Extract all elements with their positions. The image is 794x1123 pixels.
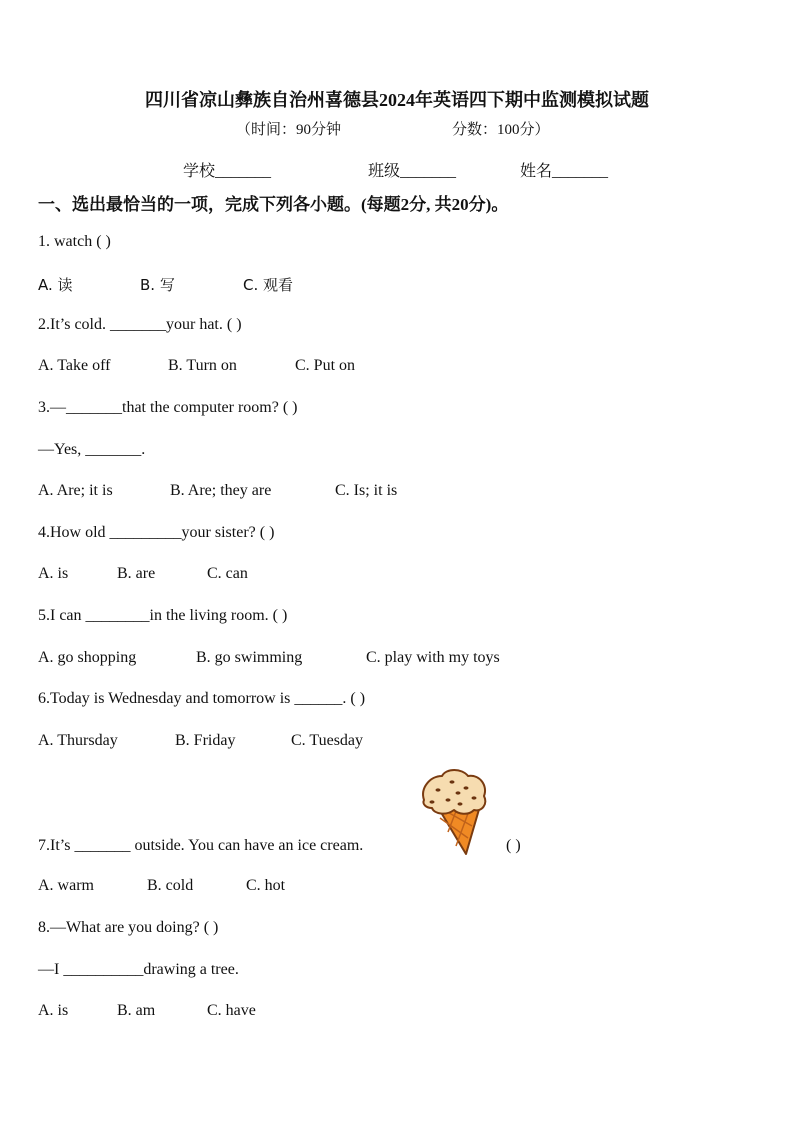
exam-time: （时间：90分钟 bbox=[236, 122, 342, 138]
option-b: B. are bbox=[117, 565, 156, 582]
option-c: C. Put on bbox=[295, 357, 356, 374]
option-b: B. Turn on bbox=[168, 357, 237, 374]
exam-score: 分数：100分） bbox=[452, 122, 550, 138]
option-a: A. Take off bbox=[38, 357, 111, 374]
exam-title: 四川省凉山彝族自治州喜德县2024年英语四下期中监测模拟试题 bbox=[145, 90, 649, 110]
question-stem: 5.I can ________in the living room. ( ) bbox=[38, 607, 288, 624]
option-a: A. 读 bbox=[38, 276, 73, 294]
question-stem: 3.—_______that the computer room? ( ) bbox=[38, 399, 298, 416]
option-c: C. play with my toys bbox=[366, 649, 500, 666]
option-a: A. is bbox=[38, 1002, 69, 1019]
question-stem: 4.How old _________your sister? ( ) bbox=[38, 524, 275, 541]
option-a: A. is bbox=[38, 565, 69, 582]
question-stem: 8.—What are you doing? ( ) bbox=[38, 919, 219, 936]
option-a: A. warm bbox=[38, 877, 94, 894]
answer-paren: ( ) bbox=[506, 837, 521, 854]
option-c: C. 观看 bbox=[243, 276, 294, 294]
option-b: B. Are; they are bbox=[170, 482, 272, 499]
question-stem: 1. watch ( ) bbox=[38, 233, 111, 250]
school-field: 学校_______ bbox=[183, 163, 272, 180]
name-field: 姓名_______ bbox=[520, 163, 609, 180]
ice-cream-image bbox=[418, 766, 490, 858]
question-stem: 2.It’s cold. _______your hat. ( ) bbox=[38, 316, 242, 333]
option-c: C. Tuesday bbox=[291, 732, 364, 749]
option-c: C. Is; it is bbox=[335, 482, 398, 499]
option-b: B. am bbox=[117, 1002, 156, 1019]
question-stem: 7.It’s _______ outside. You can have an ice cream. bbox=[38, 837, 364, 854]
option-a: A. Thursday bbox=[38, 732, 118, 749]
option-b: B. cold bbox=[147, 877, 194, 894]
class-field: 班级_______ bbox=[368, 163, 457, 180]
option-c: C. have bbox=[207, 1002, 256, 1019]
ice-cream-scoop-icon bbox=[423, 770, 485, 814]
option-b: B. 写 bbox=[140, 276, 175, 294]
question-line2: —I __________drawing a tree. bbox=[38, 961, 239, 978]
option-b: B. go swimming bbox=[196, 649, 303, 666]
option-b: B. Friday bbox=[175, 732, 236, 749]
option-c: C. hot bbox=[246, 877, 286, 894]
section-title: 一、选出最恰当的一项，完成下列各小题。(每题2分, 共20分)。 bbox=[38, 195, 509, 214]
option-a: A. go shopping bbox=[38, 649, 137, 666]
question-line2: —Yes, _______. bbox=[38, 441, 146, 458]
option-c: C. can bbox=[207, 565, 248, 582]
option-a: A. Are; it is bbox=[38, 482, 113, 499]
question-stem: 6.Today is Wednesday and tomorrow is ______. ( ) bbox=[38, 690, 366, 707]
